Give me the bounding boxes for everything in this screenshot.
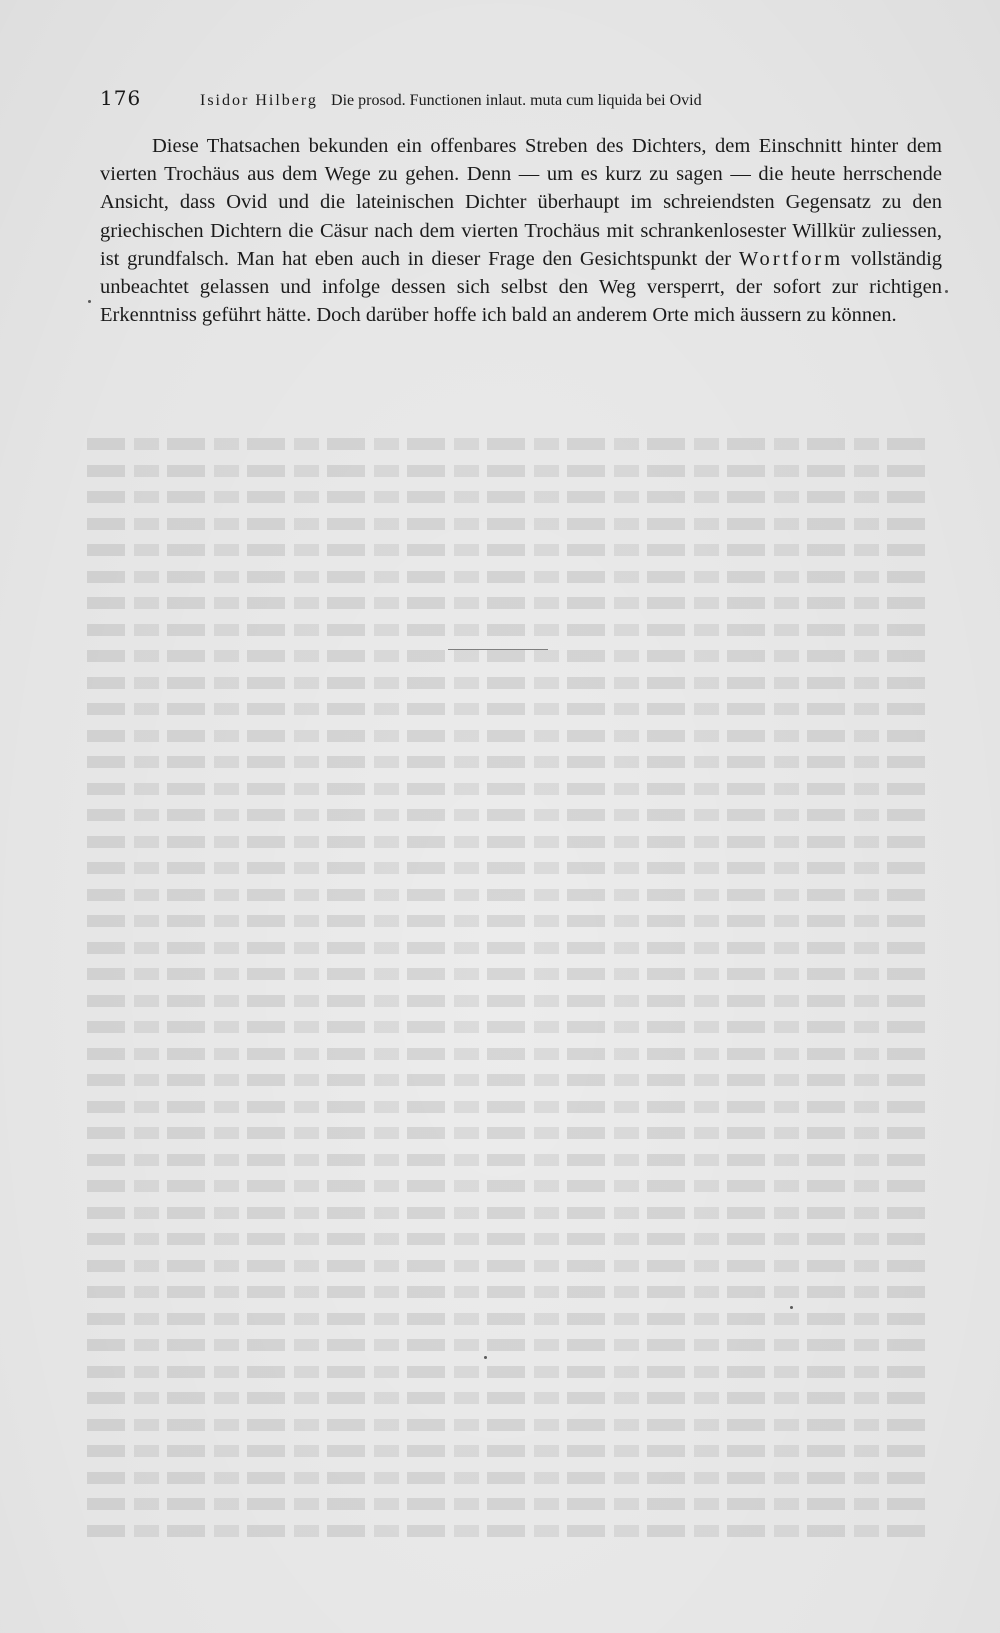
paper-speck: [484, 1356, 487, 1359]
body-paragraph: [100, 132, 942, 329]
header-title: Die prosod. Functionen inlaut. muta cum liquida bei Ovid: [331, 92, 702, 109]
paper-speck: [790, 1306, 793, 1309]
paper-speck: [88, 300, 91, 303]
section-rule: [448, 649, 548, 650]
paragraph-text-part2: vollständig unbeachtet gelassen und infolge dessen sich selbst den Weg versperrt, der sofort zur richtigen Erkenntniss geführt hätte. Doch darüber hoffe ich bald an anderem Orte mich äussern zu können.: [100, 247, 943, 327]
paragraph-text-part1: Diese Thatsachen bekunden ein offenbares Streben des Dichters, dem Einschnitt hinter dem vierten Trochäus aus dem Wege zu gehen. Denn — um es kurz zu sagen — die heute herrschende Ansicht, dass Ovid und die lateinischen Dichter überhaupt im schreiendsten Gegensatz zu den griechischen Dichtern die Cäsur nach dem vierten Trochäus mit schrankenlosester Willkür zuliessen, ist grundfalsch. Man hat eben auch in dieser Frage den Gesichtspunkt der: [100, 135, 942, 270]
paragraph-emphasis: Wortform: [738, 247, 844, 270]
running-header: [100, 86, 920, 110]
paper-speck: [945, 290, 948, 293]
bleed-through-text: [85, 430, 925, 1543]
header-author: Isidor Hilberg: [200, 92, 318, 109]
page-number: 176: [100, 86, 142, 110]
